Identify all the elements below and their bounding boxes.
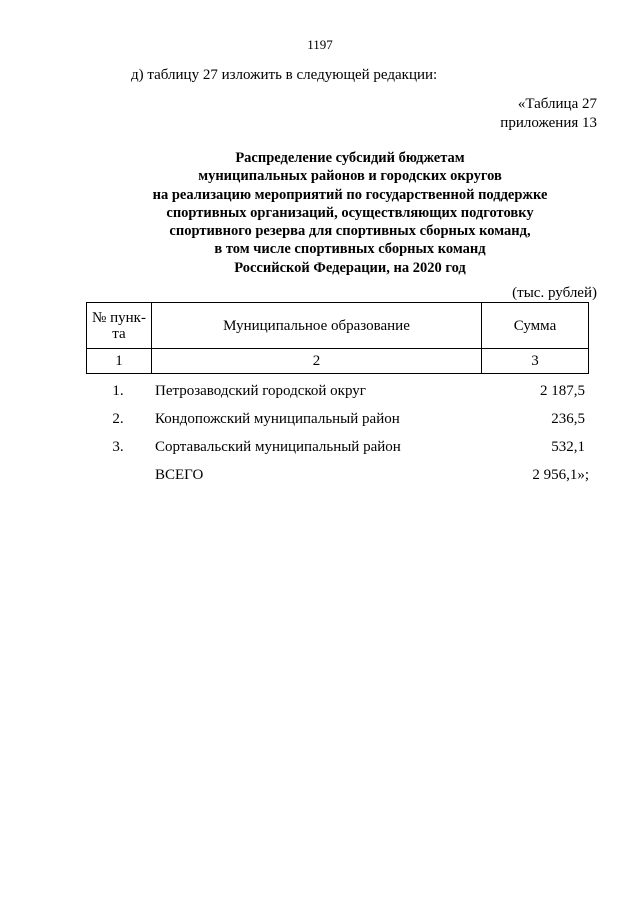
title-line: Российской Федерации, на 2020 год	[234, 259, 466, 276]
table-row	[86, 383, 589, 405]
total-sum: 2 956,1»;	[532, 467, 589, 483]
header-municipality: Муниципальное образование	[152, 303, 482, 349]
units-label: (тыс. рублей)	[512, 285, 597, 301]
row-number: 1.	[112, 383, 124, 399]
column-number: 1	[87, 349, 152, 374]
table-row	[86, 439, 589, 461]
table-reference	[500, 95, 597, 133]
row-sum: 532,1	[551, 439, 585, 455]
table-header	[86, 302, 589, 374]
row-number: 3.	[112, 439, 124, 455]
table-row	[86, 411, 589, 433]
intro-text: д) таблицу 27 изложить в следующей редакции:	[131, 67, 438, 83]
header-row	[87, 303, 589, 349]
header-num-line1: № пунк-	[92, 309, 146, 326]
title-line: спортивных организаций, осуществляющих подготовку	[166, 204, 534, 221]
total-label: ВСЕГО	[155, 467, 204, 483]
column-number-row	[87, 349, 589, 374]
table-reference-line2: приложения 13	[500, 115, 597, 131]
title-line: на реализацию мероприятий по государственной поддержке	[152, 186, 548, 203]
row-number: 2.	[112, 411, 124, 427]
table-reference-line1: «Таблица 27	[517, 96, 597, 112]
title-line: в том числе спортивных сборных команд	[214, 241, 486, 258]
row-municipality: Петрозаводский городской округ	[155, 383, 366, 399]
title-line: Распределение субсидий бюджетам	[235, 150, 465, 166]
total-row	[86, 467, 589, 489]
title-line: муниципальных районов и городских округов	[198, 168, 502, 185]
document-title	[60, 149, 640, 277]
row-municipality: Кондопожский муниципальный район	[155, 411, 400, 427]
title-line: спортивного резерва для спортивных сборных команд,	[169, 223, 531, 240]
header-sum: Сумма	[482, 303, 589, 349]
row-sum: 236,5	[551, 411, 585, 427]
page-number: 1197	[307, 37, 333, 52]
column-number: 2	[152, 349, 482, 374]
row-sum: 2 187,5	[540, 383, 585, 399]
header-num-line2: та	[112, 325, 126, 342]
row-municipality: Сортавальский муниципальный район	[155, 439, 401, 455]
column-number: 3	[482, 349, 589, 374]
header-num	[87, 303, 152, 349]
